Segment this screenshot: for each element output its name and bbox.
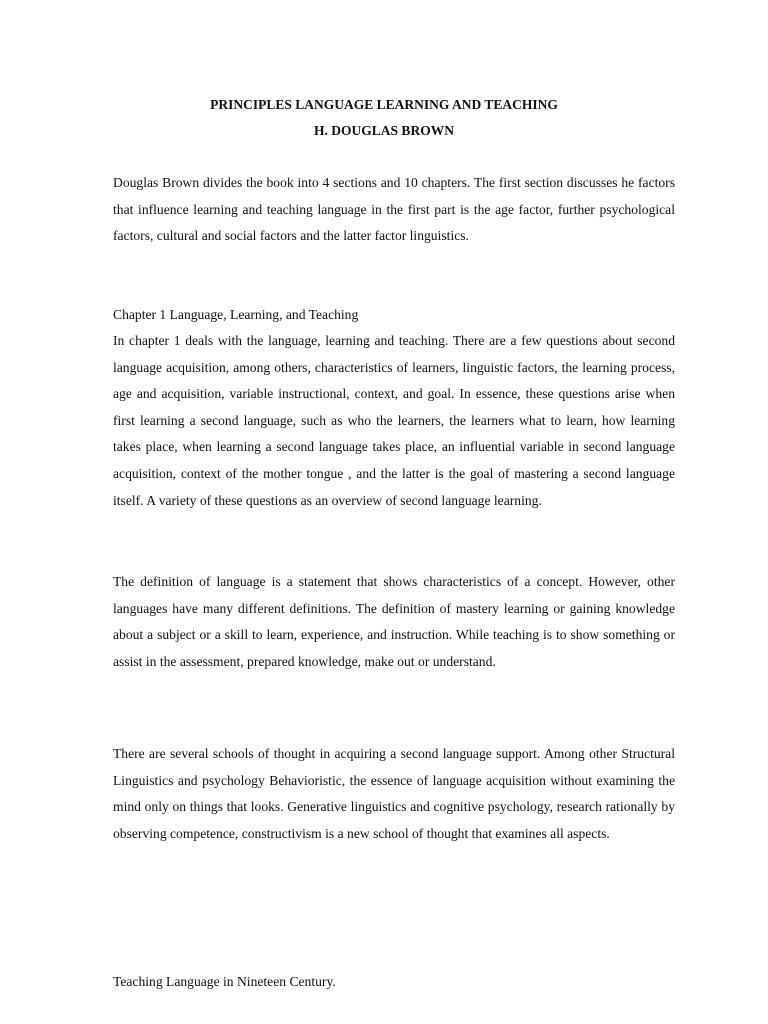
document-title: PRINCIPLES LANGUAGE LEARNING AND TEACHING bbox=[210, 97, 558, 112]
definition-paragraph: The definition of language is a statement that shows characteristics of a concept. However, other languages have many different definitions. The definition of mastery learning or gaining knowledge about a subject or a skill to learn, experience, and instruction. While teaching is to show something or assist in the assessment, prepared knowledge, make out or understand. bbox=[113, 574, 675, 669]
schools-paragraph: There are several schools of thought in acquiring a second language support. Among other Structural Linguistics and psychology Behavioristic, the essence of language acquisition without examining the mind only on things that looks. Generative linguistics and cognitive psychology, research rationally by observing competence, constructivism is a new school of thought that examines all aspects. bbox=[113, 746, 675, 841]
intro-paragraph: Douglas Brown divides the book into 4 sections and 10 chapters. The first section discusses he factors that influence learning and teaching language in the first part is the age factor, further psychological factors, cultural and social factors and the latter factor linguistics. bbox=[113, 175, 675, 244]
title-block bbox=[0, 92, 768, 144]
document-author: H. DOUGLAS BROWN bbox=[314, 123, 454, 138]
nineteenth-century-heading: Teaching Language in Nineteen Century. bbox=[113, 974, 336, 989]
chapter1-heading: Chapter 1 Language, Learning, and Teaching bbox=[113, 307, 359, 322]
chapter1-paragraph: In chapter 1 deals with the language, learning and teaching. There are a few questions about second language acquisition, among others, characteristics of learners, linguistic factors, the learning process, age and acquisition, variable instructional, context, and goal. In essence, these questions arise when first learning a second language, such as who the learners, the learners what to learn, how learning takes place, when learning a second language takes place, an influential variable in second language acquisition, context of the mother tongue , and the latter is the goal of mastering a second language itself. A variety of these questions as an overview of second language learning. bbox=[113, 333, 675, 508]
